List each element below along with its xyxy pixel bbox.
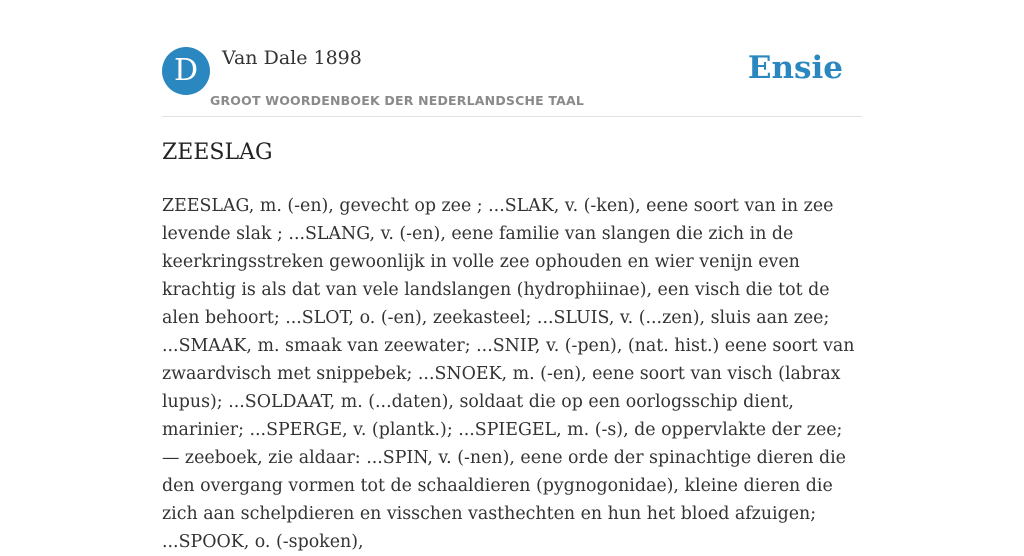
entry-definition: ZEESLAG, m. (-en), gevecht op zee ; ...SLAK, v. (-ken), eene soort van in zee levende slak ; ...SLANG, v. (-en), eene familie van slangen die zich in de keerkringsstreken gewoonlijk in volle zee ophouden en wier venijn even krachtig is als dat van vele landslangen (hydrophiinae), een visch die tot de alen behoort; ...SLOT, o. (-en), zeekasteel; ...SLUIS, v. (...zen), sluis aan zee; ...SMAAK, m. smaak van zeewater; ...SNIP, v. (-pen), (nat. hist.) eene soort van zwaardvisch met snippebek; ...SNOEK, m. (-en), eene soort van visch (labrax lupus); ...SOLDAAT, m. (...daten), soldaat die op een oorlogsschip dient, marinier; ...SPERGE, v. (plantk.); ...SPIEGEL, m. (-s), de oppervlakte der zee; — zeeboek, zie aldaar: ...SPIN, v. (-nen), eene orde der spinachtige dieren die den overgang vormen tot de schaaldieren (pygnogonidae), kleine dieren die zich aan schelpdieren en visschen vasthechten en hun het bloed afzuigen; ...SPOOK, o. (-spoken), <box>162 196 855 552</box>
dictionary-logo[interactable]: D <box>162 47 210 95</box>
dictionary-subtitle: GROOT WOORDENBOEK DER NEDERLANDSCHE TAAL <box>210 93 585 108</box>
dictionary-title[interactable]: Van Dale 1898 <box>222 47 362 69</box>
dictionary-header <box>162 46 862 117</box>
brand-logo[interactable]: Ensie <box>747 50 843 86</box>
entry-headword: ZEESLAG <box>162 140 273 165</box>
